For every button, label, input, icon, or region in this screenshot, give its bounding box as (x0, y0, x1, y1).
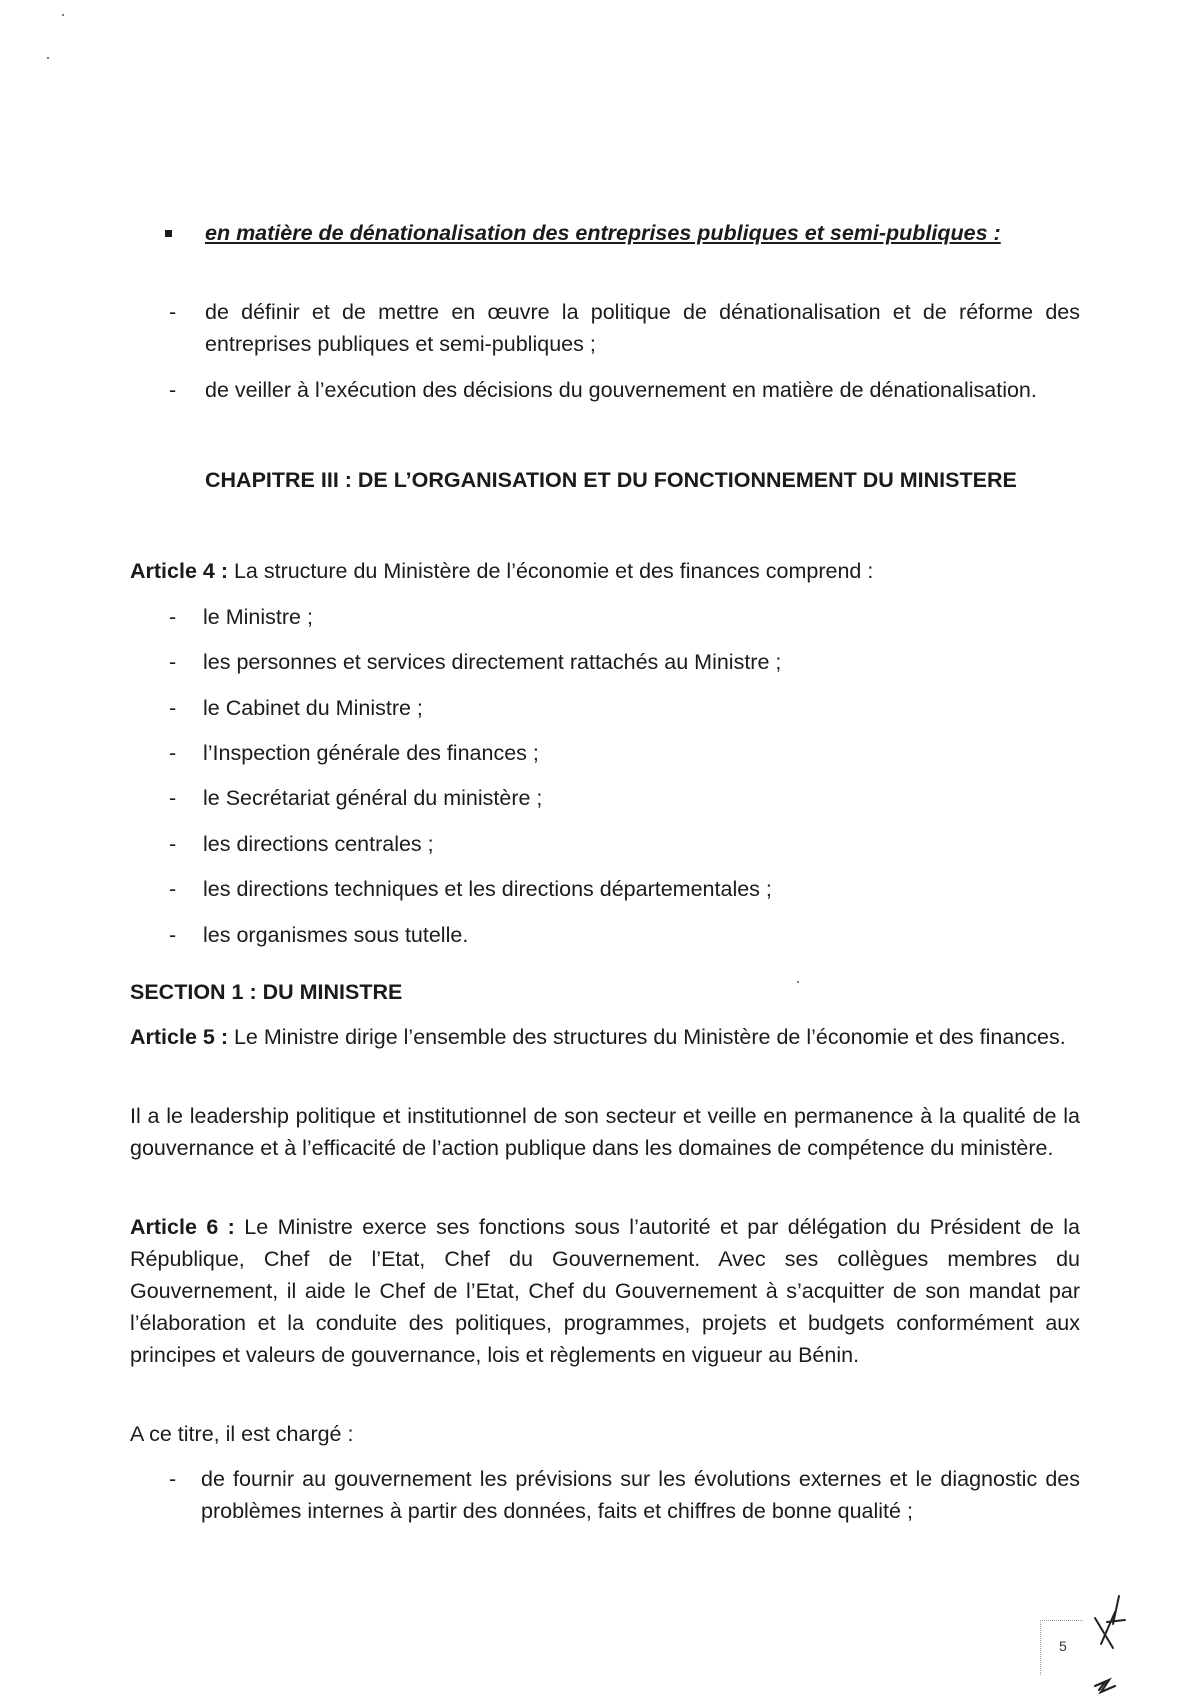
list-item-text: le Ministre ; (203, 605, 313, 629)
page-number: 5 (1059, 1638, 1067, 1654)
list-item-text: les directions techniques et les directions départementales ; (203, 877, 772, 901)
section-title: SECTION 1 : DU MINISTRE (130, 980, 403, 1004)
article-5-paragraph-2: Il a le leadership politique et institutionnel de son secteur et veille en permanence à la qualité de la gouvernance et à l’efficacité de l’action publique dans les domaines de compétence du ministère. (130, 1104, 1080, 1160)
dash-bullet: - (169, 923, 177, 947)
article-6-paragraph (130, 1211, 1080, 1371)
article-4-intro (130, 555, 1080, 587)
scan-speck (62, 14, 64, 16)
square-bullet-icon (165, 230, 172, 237)
article-6-text: Le Ministre exerce ses fonctions sous l’autorité et par délégation du Président de la République, Chef de l’Etat, Chef du Gouvernement. Avec ses collègues membres du Gouvernement, il aide le Chef de l’Etat, Chef du Gouvernement à s’acquitter de son mandat par l’élaboration et la conduite des politiques, programmes, projets et budgets conformément aux principes et valeurs de gouvernance, lois et règlements en vigueur au Bénin. (130, 1215, 1080, 1367)
list-item-text: les personnes et services directement rattachés au Ministre ; (203, 650, 782, 674)
dash-bullet: - (169, 1467, 177, 1491)
article-5-label: Article 5 : (130, 1025, 228, 1049)
dash-bullet: - (169, 300, 177, 324)
list-item-text: de définir et de mettre en œuvre la politique de dénationalisation et de réforme des entreprises publiques et semi-publiques ; (205, 300, 1080, 356)
dash-bullet: - (169, 696, 177, 720)
list-item-text: l’Inspection générale des finances ; (203, 741, 539, 765)
list-item-text: le Cabinet du Ministre ; (203, 696, 423, 720)
privatization-heading: en matière de dénationalisation des entreprises publiques et semi-publiques : (205, 221, 1001, 245)
dash-bullet: - (169, 605, 177, 629)
handwritten-initials-icon (1085, 1590, 1145, 1700)
list-item-text: le Secrétariat général du ministère ; (203, 786, 543, 810)
dash-bullet: - (169, 832, 177, 856)
list-item-text: les directions centrales ; (203, 832, 434, 856)
article-5-paragraph (130, 1021, 1080, 1053)
dash-bullet: - (169, 741, 177, 765)
article-4-label: Article 4 : (130, 559, 228, 583)
chapter-title: CHAPITRE III : DE L’ORGANISATION ET DU FONCTIONNEMENT DU MINISTERE (205, 468, 1017, 492)
list-item-text: de veiller à l’exécution des décisions du gouvernement en matière de dénationalisation. (205, 378, 1037, 402)
scan-speck (47, 57, 49, 59)
list-item-text: les organismes sous tutelle. (203, 923, 469, 947)
dash-bullet: - (169, 650, 177, 674)
dash-bullet: - (169, 378, 177, 402)
article-6-label: Article 6 : (130, 1215, 235, 1239)
list-item-text: de fournir au gouvernement les prévisions sur les évolutions externes et le diagnostic des problèmes internes à partir des données, faits et chiffres de bonne qualité ; (201, 1467, 1080, 1523)
article-6-intro: A ce titre, il est chargé : (130, 1422, 354, 1446)
dash-bullet: - (169, 786, 177, 810)
article-5-text: Le Ministre dirige l’ensemble des structures du Ministère de l’économie et des finances. (227, 1025, 1066, 1049)
article-4-text: La structure du Ministère de l’économie et des finances comprend : (227, 559, 874, 583)
dash-bullet: - (169, 877, 177, 901)
scan-speck (797, 981, 799, 983)
